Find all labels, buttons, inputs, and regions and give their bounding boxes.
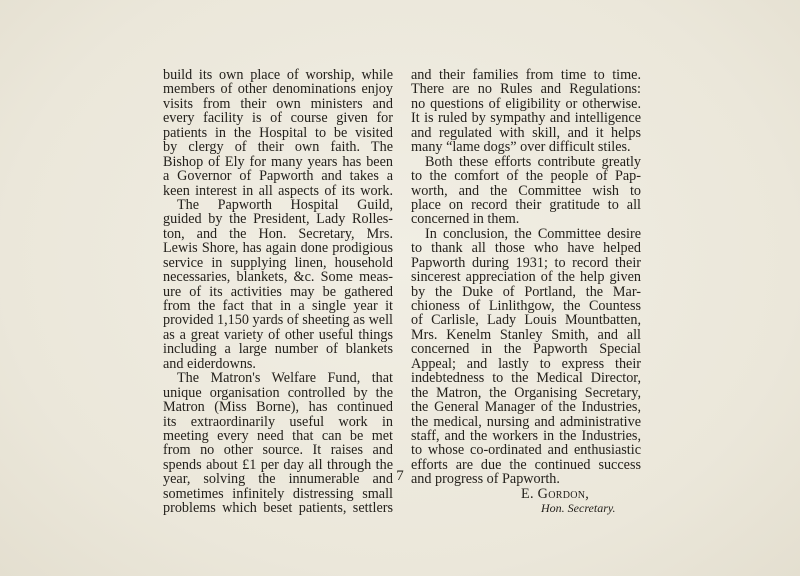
- text-line: and regulated with skill, and it helps: [411, 124, 641, 141]
- text-line: the Matron, the Organising Secretary,: [411, 384, 641, 401]
- text-line: keen interest in all aspects of its work.: [163, 182, 393, 199]
- text-line: The Matron's Welfare Fund, that: [177, 370, 393, 387]
- text-line: There are no Rules and Regulations:: [411, 81, 641, 98]
- text-line: from the fact that in a single year it: [163, 298, 393, 314]
- text-line: indebtedness to the Medical Director,: [411, 370, 641, 387]
- right-column-body: [411, 68, 641, 487]
- right-text-column: [411, 68, 641, 515]
- text-line: meeting every need that can be met: [163, 427, 393, 444]
- text-line: concerned in the Papworth Special: [411, 341, 641, 358]
- text-line: a Governor of Papworth and takes a: [163, 168, 393, 185]
- text-line: It is ruled by sympathy and intelligence: [411, 110, 641, 127]
- text-line: build its own place of worship, while: [163, 67, 393, 83]
- text-line: and progress of Papworth.: [411, 471, 560, 488]
- text-line: necessaries, blankets, &c. Some meas-: [163, 269, 393, 286]
- text-line: no questions of eligibility or otherwise.: [411, 95, 641, 112]
- text-line: year, solving the innumerable and: [163, 471, 393, 488]
- text-line: by clergy of their own faith. The: [163, 139, 393, 156]
- text-line: and eiderdowns.: [163, 355, 256, 372]
- text-line: ure of its activities may be gathered: [163, 283, 393, 300]
- text-line: unique organisation controlled by the: [163, 384, 393, 401]
- text-line: by the Duke of Portland, the Mar-: [411, 283, 641, 300]
- left-text-column: [163, 68, 393, 516]
- text-line: place on record their gratitude to all: [411, 196, 641, 213]
- text-line: to thank all those who have helped: [411, 240, 641, 257]
- text-line: as a great variety of other useful things: [163, 326, 393, 343]
- signature-name: E. Gordon,: [521, 485, 590, 502]
- text-line: sincerest appreciation of the help given: [411, 269, 641, 286]
- text-line: In conclusion, the Committee desire: [425, 225, 641, 242]
- text-line: guided by the President, Lady Rolles-: [163, 211, 393, 228]
- text-line: Papworth during 1931; to record their: [411, 254, 641, 271]
- text-line: staff, and the workers in the Industries,: [411, 427, 641, 444]
- text-line: its extraordinarily useful work in: [163, 413, 393, 430]
- signature-title: Hon. Secretary.: [541, 501, 616, 516]
- text-line: sometimes infinitely distressing small: [163, 485, 393, 502]
- text-line: patients in the Hospital to be visited: [163, 124, 393, 141]
- text-line: ton, and the Hon. Secretary, Mrs.: [163, 225, 393, 242]
- text-line: spends about £1 per day all through the: [163, 456, 393, 473]
- text-line: Appeal; and lastly to express their: [411, 355, 641, 372]
- text-line: The Papworth Hospital Guild,: [177, 196, 393, 213]
- text-line: worth, and the Committee wish to: [411, 182, 641, 199]
- text-line: Mrs. Kenelm Stanley Smith, and all: [411, 326, 641, 343]
- text-line: and their families from time to time.: [411, 67, 641, 83]
- text-line: including a large number of blankets: [163, 341, 393, 358]
- text-line: Lewis Shore, has again done prodigious: [163, 240, 393, 257]
- text-line: visits from their own ministers and: [163, 95, 393, 112]
- text-line: service in supplying linen, household: [163, 254, 393, 271]
- text-line: efforts are due the continued success: [411, 456, 641, 473]
- text-line: every facility is of course given for: [163, 110, 393, 127]
- text-line: many “lame dogs” over difficult stiles.: [411, 139, 631, 156]
- text-line: the General Manager of the Industries,: [411, 399, 641, 416]
- text-line: problems which beset patients, settlers: [163, 500, 393, 517]
- text-line: from no other source. It raises and: [163, 442, 393, 459]
- text-line: of Carlisle, Lady Louis Mountbatten,: [411, 312, 641, 329]
- text-line: chioness of Linlithgow, the Countess: [411, 298, 641, 314]
- text-line: Matron (Miss Borne), has continued: [163, 399, 393, 416]
- page-number: 7: [396, 468, 404, 484]
- text-line: members of other denominations enjoy: [163, 81, 393, 98]
- text-line: to the comfort of the people of Pap-: [411, 168, 641, 185]
- text-line: Both these efforts contribute greatly: [425, 153, 641, 170]
- text-line: to whose co-ordinated and enthusiastic: [411, 442, 641, 459]
- text-line: the medical, nursing and administrative: [411, 413, 641, 430]
- text-line: provided 1,150 yards of sheeting as well: [163, 312, 393, 329]
- text-line: concerned in them.: [411, 211, 520, 228]
- text-line: Bishop of Ely for many years has been: [163, 153, 393, 170]
